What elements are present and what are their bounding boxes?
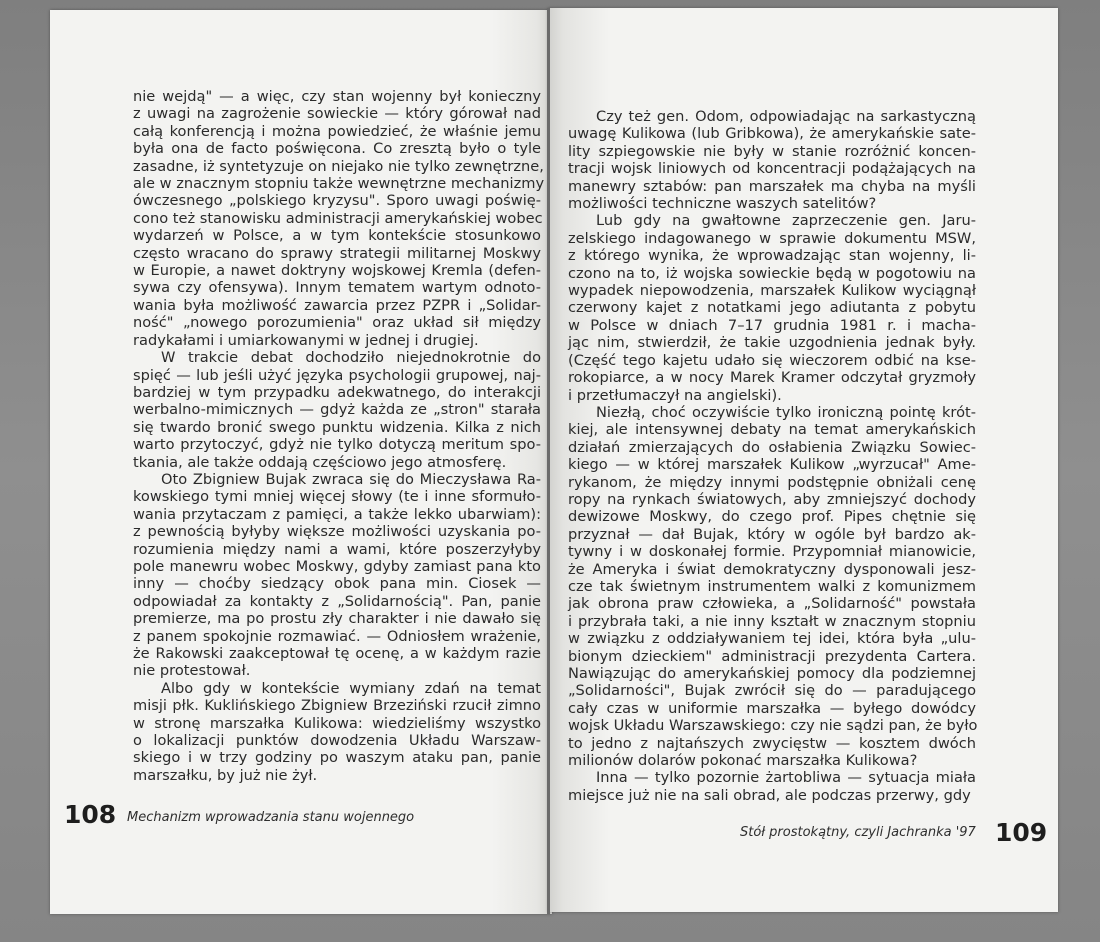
book-gutter	[547, 8, 550, 914]
text-line: i przetłumaczył na angielski).	[568, 386, 782, 404]
text-line: cono też stanowisku administracji amerykańskiej wobec	[133, 209, 543, 227]
text-line: nie protestował.	[133, 662, 251, 680]
text-line: radykałami i umiarkowanymi w jednej i drugiej.	[133, 331, 479, 349]
text-line: kowskiego tymi mniej więcej słowy (te i inne sformuło-	[133, 488, 541, 506]
text-line: bardziej w tym przypadku adekwatnego, do interakcji	[133, 383, 541, 401]
text-line: werbalno-mimicznych — gdyż każda ze „stron" starała	[133, 401, 541, 419]
text-line: kiej, ale intensywnej debaty na temat amerykańskich	[568, 421, 976, 439]
text-line: „Solidarności", Bujak zwrócił się do — paradującego	[568, 682, 976, 700]
text-line: jak obrona praw człowieka, a „Solidarność" powstała	[568, 595, 976, 613]
text-line: że Rakowski zaakceptował tę ocenę, a w każdym razie	[133, 645, 541, 662]
text-line: rykanom, że między innymi podstępnie obniżali cenę	[568, 473, 976, 491]
text-line: nie wejdą" — a więc, czy stan wojenny był konieczny	[133, 88, 541, 105]
text-line: warto przytoczyć, gdyż nie tylko dotyczą meritum spo-	[133, 436, 541, 454]
text-line: o lokalizacji punktów dowodzenia Układu Warszaw-	[133, 732, 541, 750]
text-line: ale w znacznym stopniu także wewnętrzne mechanizmy	[133, 175, 545, 193]
text-line: to jedno z najtańszych zwycięstw — kosztem dwóch	[568, 734, 976, 752]
text-line: skiego i w trzy godziny po waszym ataku pan, panie	[133, 749, 541, 767]
text-line: wania była możliwość zawarcia przez PZPR i „Solidar-	[133, 296, 541, 314]
text-line: Oto Zbigniew Bujak zwraca się do Mieczysława Ra-	[161, 470, 541, 488]
text-line: zelskiego indagowanego w sprawie dokumentu MSW,	[568, 229, 976, 247]
right-page-number: 109	[995, 818, 1048, 847]
text-line: z uwagi na zagrożenie sowieckie — który górował nad	[133, 105, 541, 123]
text-line: Albo gdy w kontekście wymiany zdań na temat	[161, 679, 541, 697]
text-line: dewizowe Moskwy, do czego prof. Pipes chętnie się	[568, 508, 976, 526]
text-line: Niezłą, choć oczywiście tylko ironiczną pointę krót-	[596, 403, 976, 421]
text-line: zasadne, iż syntetyzuje on niejako nie tylko zewnętrzne,	[133, 157, 544, 175]
text-line: cze tak świetnym instrumentem walki z komunizmem	[568, 577, 976, 595]
text-line: w Europie, a nawet doktryny wojskowej Kremla (defen-	[133, 262, 541, 280]
text-line: jąc nim, stwierdził, że takie uzgodnienia jednak były.	[568, 334, 976, 352]
text-line: ność" „nowego porozumienia" oraz układ sił między	[133, 314, 541, 332]
text-line: się twardo bronić swego punktu widzenia. Kilka z nich	[133, 418, 541, 436]
text-line: tracji wojsk liniowych od koncentracji podążających na	[568, 160, 976, 178]
text-line: wojsk Układu Warszawskiego: czy nie sądzi pan, że było	[568, 717, 978, 735]
text-line: ówczesnego „polskiego kryzysu". Sporo uwagi poświę-	[133, 192, 541, 210]
text-line: odpowiadał za kontakty z „Solidarnością". Pan, panie	[133, 592, 541, 610]
left-running-head: Mechanizm wprowadzania stanu wojennego	[127, 810, 415, 825]
text-line: czerwony kajet z notatkami jego adiutanta z pobytu	[568, 299, 976, 317]
text-line: miejsce już nie na sali obrad, ale podczas przerwy, gdy	[568, 786, 971, 804]
text-line: W trakcie debat dochodziło niejednokrotnie do	[161, 349, 541, 367]
text-line: sywa czy ofensywa). Innym tematem wartym odnoto-	[133, 279, 541, 297]
text-line: z pewnością byłyby większe możliwości uzyskania po-	[133, 523, 541, 541]
text-line: tywny i w doskonałej formie. Przypomniał mianowicie,	[568, 543, 976, 561]
text-line: działań zmierzających do osłabienia Związku Sowiec-	[568, 438, 976, 456]
text-line: cały czas w uniformie marszałka — byłego dowódcy	[568, 699, 976, 717]
right-page-body	[568, 108, 976, 804]
text-line: uwagę Kulikowa (lub Gribkowa), że amerykańskie sate-	[568, 125, 976, 143]
text-line: pole manewru wobec Moskwy, gdyby zamiast pana kto	[133, 557, 541, 575]
text-line: przyznał — dał Bujak, który w ogóle był bardzo ak-	[568, 525, 976, 543]
text-line: marszałku, by już nie żył.	[133, 766, 318, 784]
text-line: (Część tego kajetu udało się wieczorem odbić na kse-	[568, 351, 976, 369]
text-line: wania przytaczam z pamięci, a także lekko ubarwiam):	[133, 505, 541, 523]
text-line: tkania, ale także oddają częściowo jego atmosferę.	[133, 453, 507, 471]
text-line: premierze, ma po prostu zły charakter i nie dawało się	[133, 610, 541, 628]
text-line: w związku z oddziaływaniem tej idei, która była „ulu-	[568, 630, 976, 648]
text-line: rokopiarce, a w nocy Marek Kramer odczytał gryzmoły	[568, 369, 976, 387]
text-line: bionym dzieckiem" administracji prezydenta Cartera.	[568, 647, 976, 665]
text-line: była ona de facto poświęcona. Co zresztą było o tyle	[133, 140, 541, 158]
text-line: Lub gdy na gwałtowne zaprzeczenie gen. Jaru-	[596, 212, 976, 230]
text-line: lity szpiegowskie nie były w stanie rozróżnić koncen-	[568, 142, 976, 160]
left-page-number: 108	[64, 800, 117, 829]
text-line: z panem spokojnie rozmawiać. — Odniosłem wrażenie,	[133, 627, 541, 645]
text-line: czono na to, iż wojska sowieckie będą w pogotowiu na	[568, 264, 976, 282]
text-line: rozumienia między nami a wami, które poszerzyłyby	[133, 540, 541, 558]
text-line: manewry sztabów: pan marszałek ma chyba na myśli	[568, 177, 976, 195]
text-line: możliwości techniczne waszych satelitów?	[568, 195, 877, 213]
text-line: misji płk. Kuklińskiego Zbigniew Brzeziński rzucił zimno	[133, 697, 541, 715]
text-line: że Ameryka i świat demokratyczny dysponowali jesz-	[568, 560, 976, 578]
text-line: Inna — tylko pozornie żartobliwa — sytuacja miała	[596, 769, 976, 787]
text-line: w stronę marszałka Kulikowa: wiedzieliśmy wszystko	[133, 714, 541, 732]
text-line: inny — choćby siedzący obok pana min. Ciosek —	[133, 575, 541, 593]
text-line: wydarzeń w Polsce, a w tym kontekście stosunkowo	[133, 227, 541, 245]
text-line: ropy na rynkach światowych, aby zmniejszyć dochody	[568, 490, 976, 508]
text-line: często wracano do sprawy strategii militarnej Moskwy	[133, 244, 541, 262]
text-line: wypadek niepowodzenia, marszałek Kulikow wyciągnął	[568, 282, 976, 300]
text-line: spięć — lub jeśli użyć języka psychologii grupowej, naj-	[133, 366, 541, 384]
text-line: milionów dolarów pokonać marszałka Kulikowa?	[568, 752, 918, 770]
text-line: w Polsce w dniach 7–17 grudnia 1981 r. i macha-	[568, 316, 976, 334]
text-line: kiego — w której marszałek Kulikow „wyrzucał" Ame-	[568, 456, 976, 474]
text-line: i przybrała taki, a nie inny kształt w znacznym stopniu	[568, 612, 976, 630]
left-page-body	[133, 88, 545, 784]
text-line: całą konferencją i można powiedzieć, że właśnie jemu	[133, 122, 541, 140]
text-line: Czy też gen. Odom, odpowiadając na sarkastyczną	[596, 108, 976, 125]
text-line: Nawiązując do amerykańskiej pomocy dla podziemnej	[568, 665, 976, 682]
text-line: z którego wynika, że wprowadzając stan wojenny, li-	[568, 247, 976, 265]
right-running-head: Stół prostokątny, czyli Jachranka '97	[740, 825, 976, 840]
